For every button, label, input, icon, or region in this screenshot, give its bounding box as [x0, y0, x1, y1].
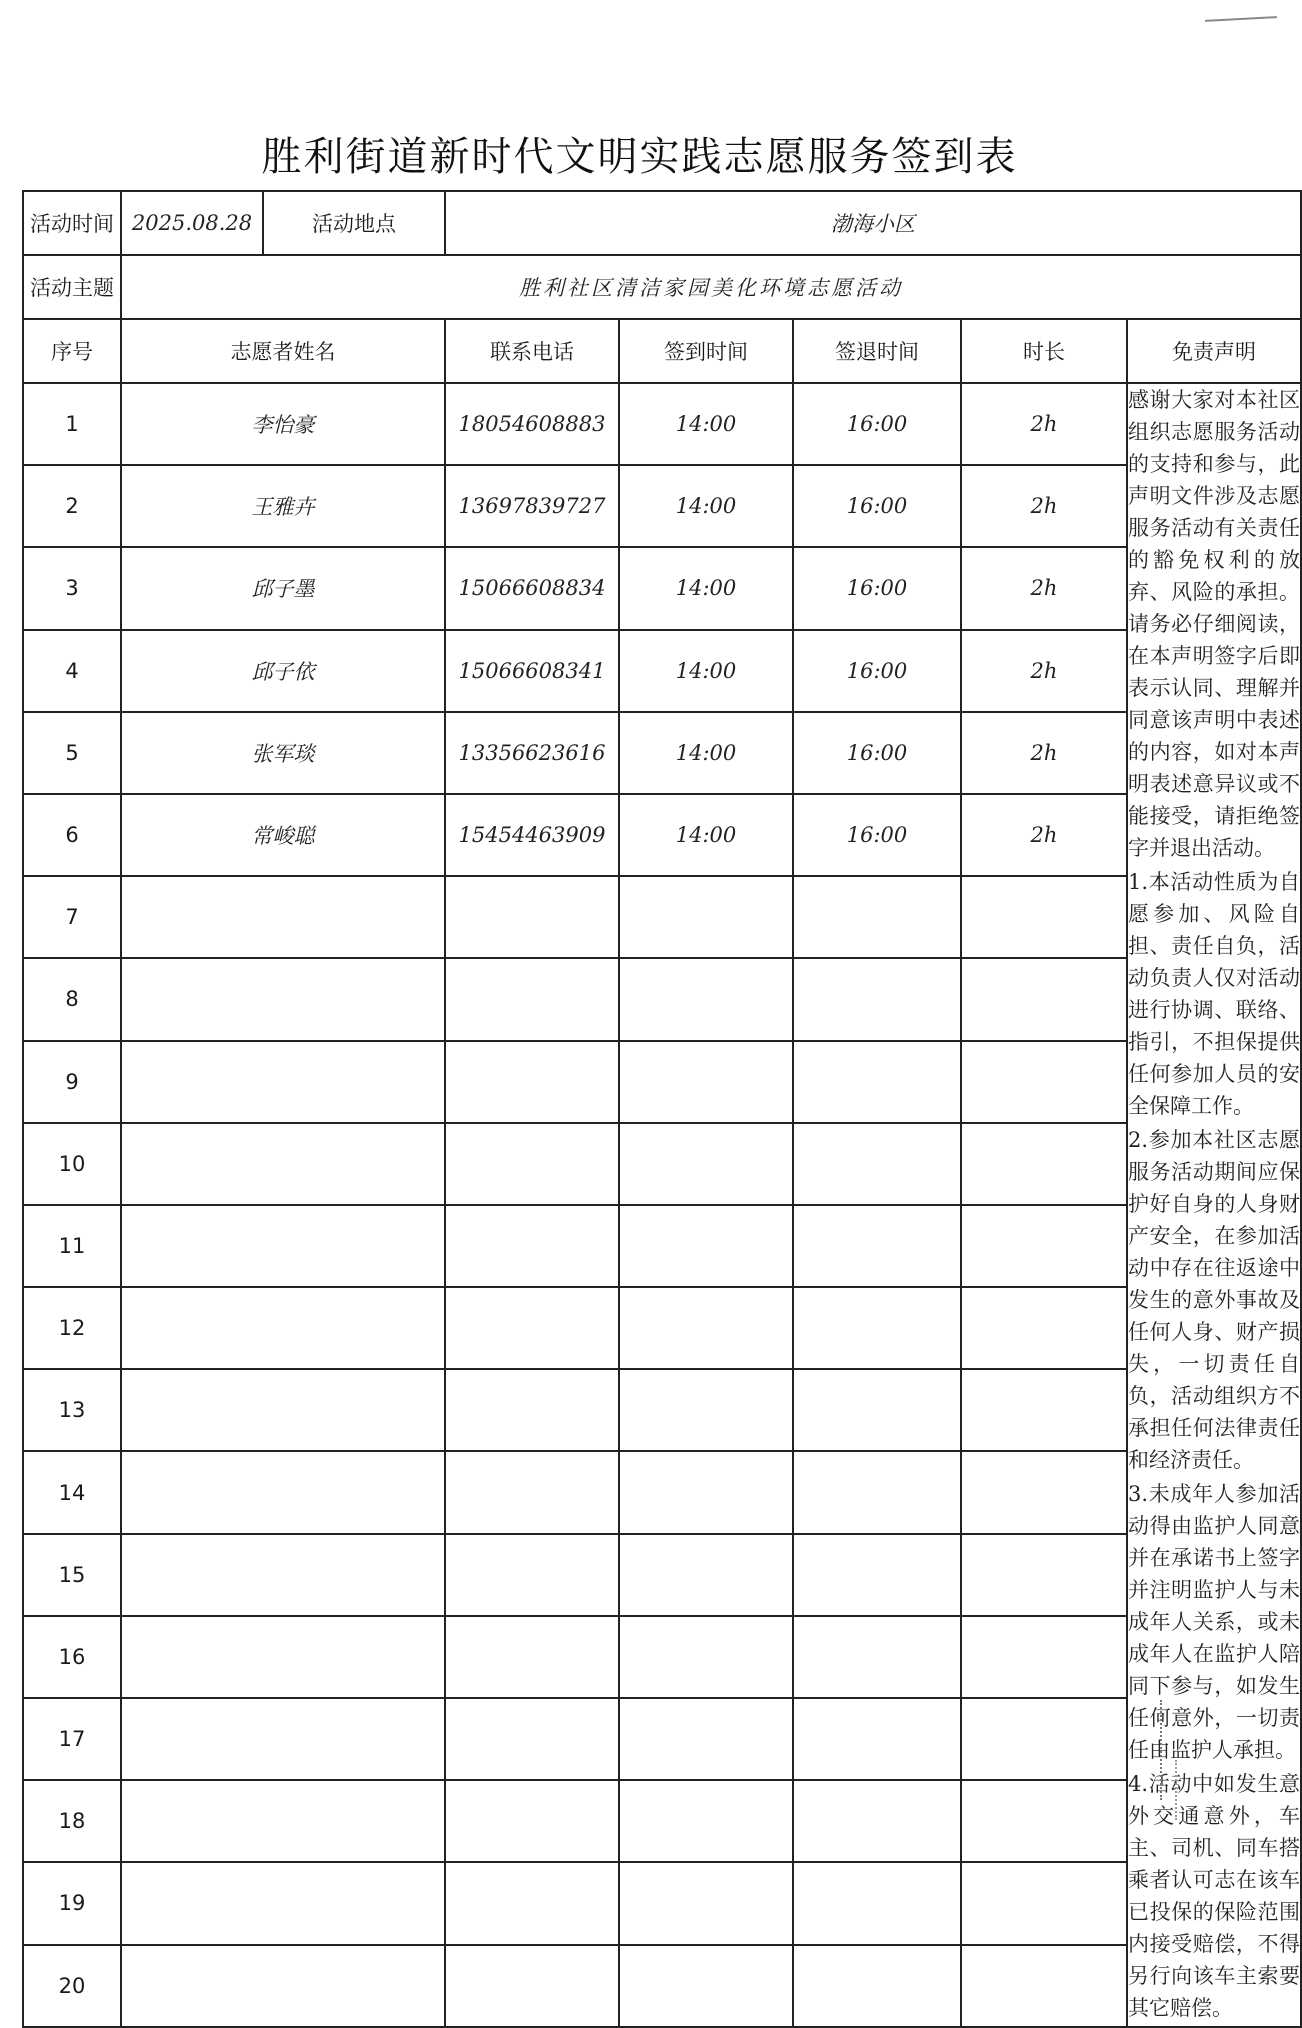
volunteer-name	[121, 1041, 445, 1123]
duration	[961, 1780, 1127, 1862]
phone-number	[445, 1205, 619, 1287]
page-title: 胜利街道新时代文明实践志愿服务签到表	[261, 134, 1018, 180]
phone-number	[445, 1945, 619, 2027]
duration	[961, 1451, 1127, 1533]
duration: 2h	[961, 547, 1127, 629]
duration	[961, 1698, 1127, 1780]
scan-artifact	[1205, 16, 1277, 22]
disclaimer-intro: 感谢大家对本社区组织志愿服务活动的支持和参与，此声明文件涉及志愿服务活动有关责任的豁免权利的放弃、风险的承担。请务必仔细阅读，在本声明签字后即表示认同、理解并同意该声明中表述的内容，如对本声明表述意异议或不能接受，请拒绝签字并退出活动。	[1128, 388, 1301, 860]
sign-out-time: 16:00	[793, 383, 961, 465]
col-header-disclaimer: 免责声明	[1127, 319, 1301, 383]
table-row	[23, 465, 1301, 547]
row-number: 9	[23, 1041, 121, 1123]
sign-out-time	[793, 1780, 961, 1862]
volunteer-name: 常峻聪	[121, 794, 445, 876]
duration: 2h	[961, 630, 1127, 712]
table-row	[23, 1287, 1301, 1369]
phone-number: 13356623616	[445, 712, 619, 794]
duration	[961, 1369, 1127, 1451]
sign-in-time	[619, 1123, 793, 1205]
sign-in-time	[619, 1287, 793, 1369]
volunteer-name	[121, 1287, 445, 1369]
duration	[961, 1616, 1127, 1698]
disclaimer-item2: 2.参加本社区志愿服务活动期间应保护好自身的人身财产安全，在参加活动中存在往返途中发生的意外事故及任何人身、财产损失，一切责任自负，活动组织方不承担任何法律责任和经济责任。	[1128, 1128, 1301, 1472]
table-row	[23, 794, 1301, 876]
sign-out-time: 16:00	[793, 465, 961, 547]
table-row	[23, 1780, 1301, 1862]
duration: 2h	[961, 383, 1127, 465]
activity-place-label: 活动地点	[263, 191, 445, 255]
sign-out-time	[793, 1041, 961, 1123]
sign-in-time	[619, 958, 793, 1040]
sign-in-time	[619, 1945, 793, 2027]
info-row-time	[23, 191, 1301, 255]
sign-in-time	[619, 1534, 793, 1616]
volunteer-name	[121, 1534, 445, 1616]
col-header-no: 序号	[23, 319, 121, 383]
col-header-duration: 时长	[961, 319, 1127, 383]
row-number: 6	[23, 794, 121, 876]
phone-number	[445, 1862, 619, 1944]
disclaimer-item3: 3.未成年人参加活动得由监护人同意并在承诺书上签字并注明监护人与未成年人关系，或未成年人在监护人陪同下参与，如发生任何意外，一切责任由监护人承担。	[1128, 1482, 1301, 1762]
disclaimer-item4: 4.活动中如发生意外交通意外，车主、司机、同车搭乘者认可志在该车已投保的保险范围内接受赔偿，不得另行向该车主索要其它赔偿。	[1128, 1772, 1301, 2020]
volunteer-name	[121, 1205, 445, 1287]
phone-number	[445, 1451, 619, 1533]
phone-number	[445, 1698, 619, 1780]
volunteer-name: 李怡豪	[121, 383, 445, 465]
sign-out-time	[793, 1451, 961, 1533]
sign-in-time: 14:00	[619, 794, 793, 876]
duration	[961, 1287, 1127, 1369]
col-header-phone: 联系电话	[445, 319, 619, 383]
duration: 2h	[961, 794, 1127, 876]
disclaimer-text	[1127, 383, 1301, 2027]
sign-out-time	[793, 1945, 961, 2027]
table-row	[23, 876, 1301, 958]
volunteer-name: 王雅卉	[121, 465, 445, 547]
duration	[961, 1534, 1127, 1616]
table-row	[23, 1205, 1301, 1287]
row-number: 13	[23, 1369, 121, 1451]
row-number: 10	[23, 1123, 121, 1205]
row-number: 15	[23, 1534, 121, 1616]
sign-in-time	[619, 876, 793, 958]
volunteer-name	[121, 1123, 445, 1205]
sign-out-time	[793, 1534, 961, 1616]
phone-number	[445, 876, 619, 958]
table-row	[23, 1041, 1301, 1123]
row-number: 12	[23, 1287, 121, 1369]
sign-out-time: 16:00	[793, 712, 961, 794]
sign-in-time: 14:00	[619, 630, 793, 712]
sign-in-time	[619, 1205, 793, 1287]
col-header-sign-in: 签到时间	[619, 319, 793, 383]
sign-out-time	[793, 1698, 961, 1780]
phone-number	[445, 1534, 619, 1616]
duration	[961, 1862, 1127, 1944]
volunteer-name	[121, 1369, 445, 1451]
row-number: 11	[23, 1205, 121, 1287]
duration	[961, 1945, 1127, 2027]
sign-in-time	[619, 1451, 793, 1533]
table-row	[23, 1369, 1301, 1451]
phone-number	[445, 1780, 619, 1862]
sign-out-time	[793, 1287, 961, 1369]
phone-number	[445, 1616, 619, 1698]
sign-in-time: 14:00	[619, 712, 793, 794]
activity-topic-value: 胜利社区清洁家园美化环境志愿活动	[121, 255, 1301, 319]
volunteer-name: 张军琰	[121, 712, 445, 794]
row-number: 14	[23, 1451, 121, 1533]
sign-in-time	[619, 1041, 793, 1123]
table-row	[23, 1862, 1301, 1944]
volunteer-name	[121, 1698, 445, 1780]
volunteer-name	[121, 1451, 445, 1533]
info-row-topic	[23, 255, 1301, 319]
activity-time-value: 2025.08.28	[121, 191, 263, 255]
activity-time-label: 活动时间	[23, 191, 121, 255]
sign-in-time	[619, 1862, 793, 1944]
sign-in-time	[619, 1780, 793, 1862]
scan-artifact-marks	[1175, 1760, 1207, 1820]
row-number: 8	[23, 958, 121, 1040]
volunteer-name	[121, 1945, 445, 2027]
sign-out-time	[793, 876, 961, 958]
table-row	[23, 547, 1301, 629]
row-number: 18	[23, 1780, 121, 1862]
row-number: 4	[23, 630, 121, 712]
header-row	[23, 319, 1301, 383]
row-number: 1	[23, 383, 121, 465]
phone-number	[445, 958, 619, 1040]
row-number: 20	[23, 1945, 121, 2027]
volunteer-name: 邱子墨	[121, 547, 445, 629]
volunteer-name: 邱子依	[121, 630, 445, 712]
table-row	[23, 1534, 1301, 1616]
sign-in-time	[619, 1698, 793, 1780]
table-row	[23, 712, 1301, 794]
activity-place-value: 渤海小区	[445, 191, 1301, 255]
phone-number	[445, 1287, 619, 1369]
sign-out-time	[793, 1205, 961, 1287]
duration: 2h	[961, 712, 1127, 794]
sign-out-time	[793, 1369, 961, 1451]
col-header-sign-out: 签退时间	[793, 319, 961, 383]
phone-number: 15066608341	[445, 630, 619, 712]
sign-out-time	[793, 1123, 961, 1205]
sign-in-time: 14:00	[619, 547, 793, 629]
duration	[961, 1041, 1127, 1123]
volunteer-name	[121, 1616, 445, 1698]
phone-number: 15454463909	[445, 794, 619, 876]
sign-in-time: 14:00	[619, 465, 793, 547]
duration	[961, 876, 1127, 958]
duration: 2h	[961, 465, 1127, 547]
duration	[961, 958, 1127, 1040]
row-number: 7	[23, 876, 121, 958]
row-number: 19	[23, 1862, 121, 1944]
sign-out-time	[793, 1862, 961, 1944]
row-number: 2	[23, 465, 121, 547]
phone-number: 13697839727	[445, 465, 619, 547]
row-number: 17	[23, 1698, 121, 1780]
table-row	[23, 630, 1301, 712]
volunteer-name	[121, 958, 445, 1040]
col-header-name: 志愿者姓名	[121, 319, 445, 383]
duration	[961, 1123, 1127, 1205]
phone-number: 15066608834	[445, 547, 619, 629]
table-row	[23, 958, 1301, 1040]
table-row	[23, 1451, 1301, 1533]
table-row	[23, 1616, 1301, 1698]
table-row	[23, 1945, 1301, 2027]
sign-in-table	[22, 190, 1302, 2028]
volunteer-name	[121, 876, 445, 958]
table-row	[23, 1698, 1301, 1780]
table-row	[23, 1123, 1301, 1205]
volunteer-name	[121, 1780, 445, 1862]
phone-number	[445, 1369, 619, 1451]
table-row	[23, 383, 1301, 465]
sign-in-time: 14:00	[619, 383, 793, 465]
row-number: 3	[23, 547, 121, 629]
sign-out-time: 16:00	[793, 794, 961, 876]
sign-in-time	[619, 1369, 793, 1451]
sign-out-time	[793, 1616, 961, 1698]
sign-out-time: 16:00	[793, 547, 961, 629]
activity-topic-label: 活动主题	[23, 255, 121, 319]
phone-number	[445, 1041, 619, 1123]
row-number: 5	[23, 712, 121, 794]
row-number: 16	[23, 1616, 121, 1698]
sign-out-time: 16:00	[793, 630, 961, 712]
phone-number	[445, 1123, 619, 1205]
sign-in-time	[619, 1616, 793, 1698]
duration	[961, 1205, 1127, 1287]
sign-out-time	[793, 958, 961, 1040]
disclaimer-item1: 1.本活动性质为自愿参加、风险自担、责任自负，活动负责人仅对活动进行协调、联络、指引，不担保提供任何参加人员的安全保障工作。	[1128, 870, 1301, 1118]
volunteer-name	[121, 1862, 445, 1944]
phone-number: 18054608883	[445, 383, 619, 465]
